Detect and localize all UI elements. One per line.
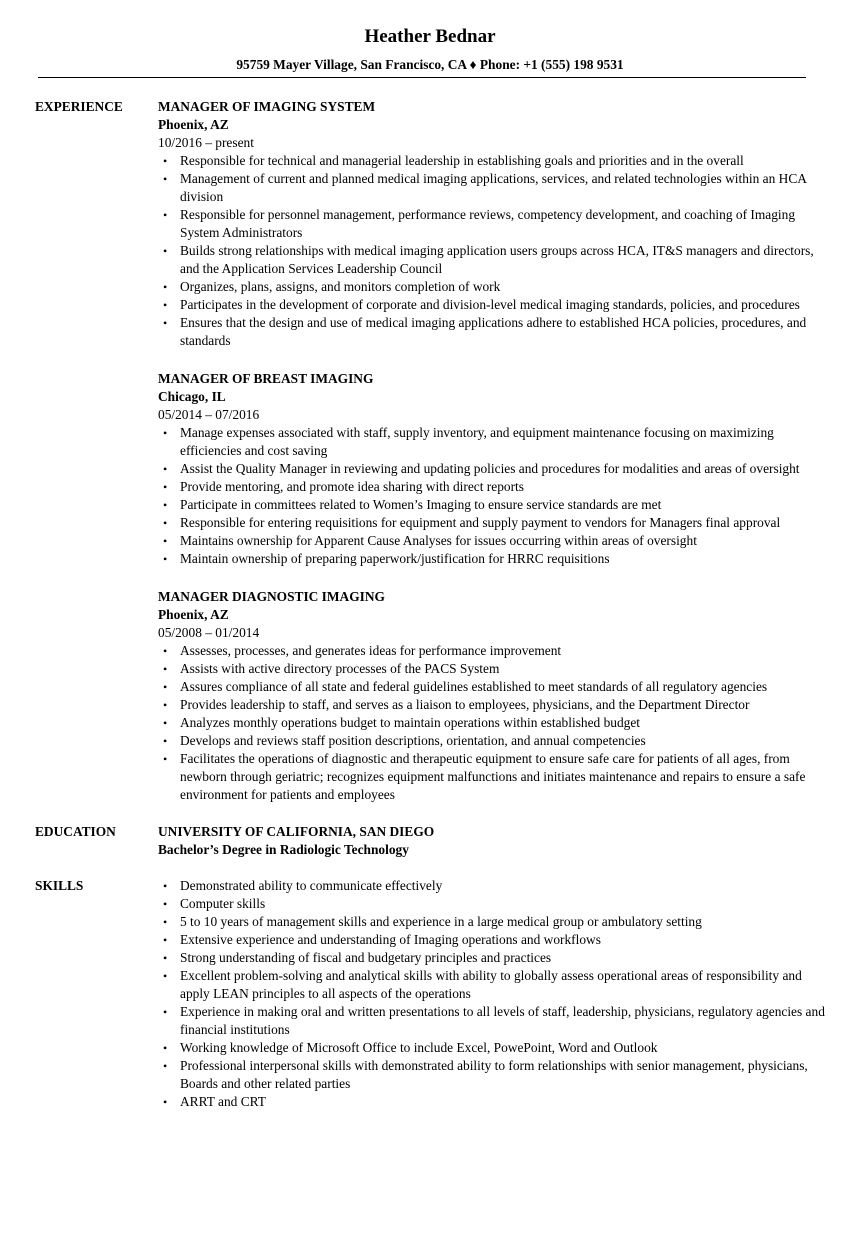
- job-bullet: • Responsible for entering requisitions for equipment and supply payment to vendors for Managers final approval: [158, 514, 825, 532]
- job-bullet: • Builds strong relationships with medical imaging application users groups across HCA, IT&S managers and directors, and the Application Services Leadership Council: [158, 242, 825, 278]
- experience-heading: EXPERIENCE: [35, 99, 123, 114]
- skill-item: • Extensive experience and understanding of Imaging operations and workflows: [158, 931, 825, 949]
- resume-header: [0, 0, 860, 74]
- skill-item: • Excellent problem-solving and analytical skills with ability to globally assess operational areas of responsibility and apply LEAN principles to all aspects of the operations: [158, 967, 825, 1003]
- job-bullet: • Provides leadership to staff, and serves as a liaison to employees, physicians, and the Department Director: [158, 696, 825, 714]
- skills-heading: SKILLS: [35, 878, 84, 893]
- candidate-name: Heather Bednar: [364, 26, 496, 47]
- job-bullet: • Facilitates the operations of diagnostic and therapeutic equipment to ensure safe care for patients of all ages, from newborn through geriatric; recognizes equipment malfunctions and initiates maintenance and repairs to ensure a safe environment for patients and employees: [158, 750, 825, 804]
- job-location: Chicago, IL: [158, 389, 226, 404]
- job-entry: [158, 370, 825, 568]
- degree-name: Bachelor’s Degree in Radiologic Technology: [158, 842, 409, 857]
- job-entry: [158, 98, 825, 350]
- job-entry: [158, 588, 825, 804]
- school-name: UNIVERSITY OF CALIFORNIA, SAN DIEGO: [158, 824, 435, 839]
- skill-item: • Experience in making oral and written presentations to all levels of staff, leadership, physicians, regulatory agencies and financial institutions: [158, 1003, 825, 1039]
- education-heading: EDUCATION: [35, 824, 116, 839]
- skill-item: • ARRT and CRT: [158, 1093, 825, 1111]
- job-title: MANAGER OF IMAGING SYSTEM: [158, 99, 376, 114]
- job-bullet: • Responsible for technical and managerial leadership in establishing goals and priorities and in the overall: [158, 152, 825, 170]
- skill-item: • Strong understanding of fiscal and budgetary principles and practices: [158, 949, 825, 967]
- job-location: Phoenix, AZ: [158, 117, 229, 132]
- skill-item: • Professional interpersonal skills with demonstrated ability to form relationships with senior management, physicians, Boards and other related parties: [158, 1057, 825, 1093]
- job-bullet: • Assists with active directory processes of the PACS System: [158, 660, 825, 678]
- job-dates: 10/2016 – present: [158, 135, 254, 150]
- skill-item: • Working knowledge of Microsoft Office to include Excel, PowePoint, Word and Outlook: [158, 1039, 825, 1057]
- skill-item: • Demonstrated ability to communicate effectively: [158, 877, 825, 895]
- experience-section: [35, 98, 825, 804]
- job-location: Phoenix, AZ: [158, 607, 229, 622]
- job-bullets: [158, 152, 825, 350]
- job-bullet: • Management of current and planned medical imaging applications, services, and related technologies within an HCA division: [158, 170, 825, 206]
- job-title: MANAGER OF BREAST IMAGING: [158, 371, 374, 386]
- resume-body: [35, 98, 825, 1111]
- skills-list: [158, 877, 825, 1111]
- job-dates: 05/2008 – 01/2014: [158, 625, 260, 640]
- job-bullet: • Analyzes monthly operations budget to maintain operations within established budget: [158, 714, 825, 732]
- header-divider: [38, 77, 806, 78]
- job-bullet: • Responsible for personnel management, performance reviews, competency development, and coaching of Imaging System Administrators: [158, 206, 825, 242]
- education-section: [35, 823, 825, 859]
- skill-item: • 5 to 10 years of management skills and experience in a large medical group or ambulatory setting: [158, 913, 825, 931]
- skills-section: [35, 877, 825, 1111]
- job-bullet: • Ensures that the design and use of medical imaging applications adhere to established HCA policies, procedures, and standards: [158, 314, 825, 350]
- contact-line: 95759 Mayer Village, San Francisco, CA ♦ Phone: +1 (555) 198 9531: [236, 57, 624, 72]
- job-dates: 05/2014 – 07/2016: [158, 407, 260, 422]
- job-bullet: • Participates in the development of corporate and division-level medical imaging standards, policies, and procedures: [158, 296, 825, 314]
- job-bullet: • Assures compliance of all state and federal guidelines established to meet standards of all regulatory agencies: [158, 678, 825, 696]
- job-bullet: • Manage expenses associated with staff, supply inventory, and equipment maintenance focusing on maximizing efficiencies and cost saving: [158, 424, 825, 460]
- job-bullet: • Maintain ownership of preparing paperwork/justification for HRRC requisitions: [158, 550, 825, 568]
- job-bullet: • Provide mentoring, and promote idea sharing with direct reports: [158, 478, 825, 496]
- job-bullets: [158, 424, 825, 568]
- job-bullet: • Assesses, processes, and generates ideas for performance improvement: [158, 642, 825, 660]
- job-bullet: • Develops and reviews staff position descriptions, orientation, and annual competencies: [158, 732, 825, 750]
- job-bullet: • Organizes, plans, assigns, and monitors completion of work: [158, 278, 825, 296]
- job-bullets: [158, 642, 825, 804]
- job-title: MANAGER DIAGNOSTIC IMAGING: [158, 589, 385, 604]
- job-bullet: • Assist the Quality Manager in reviewing and updating policies and procedures for modalities and areas of oversight: [158, 460, 825, 478]
- job-bullet: • Maintains ownership for Apparent Cause Analyses for issues occurring within areas of oversight: [158, 532, 825, 550]
- skill-item: • Computer skills: [158, 895, 825, 913]
- job-bullet: • Participate in committees related to Women’s Imaging to ensure service standards are met: [158, 496, 825, 514]
